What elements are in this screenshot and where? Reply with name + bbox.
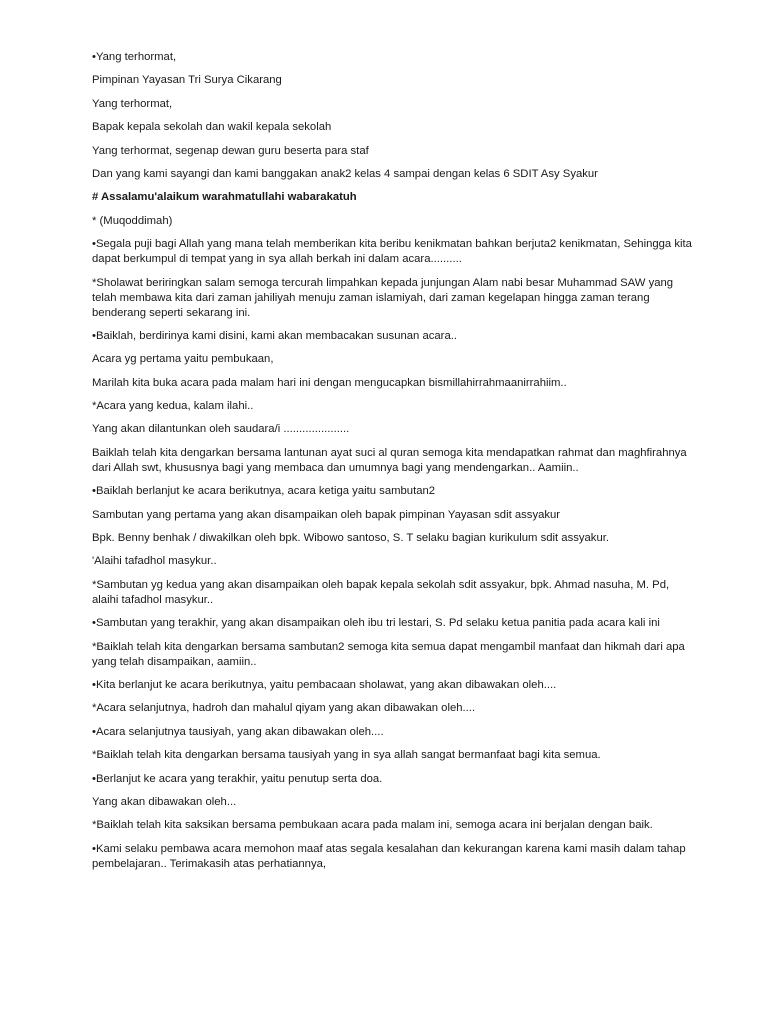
paragraph: *Acara selanjutnya, hadroh dan mahalul qiyam yang akan dibawakan oleh.... — [92, 702, 476, 715]
paragraph: *Baiklah telah kita saksikan bersama pembukaan acara pada malam ini, semoga acara ini berjalan dengan baik. — [92, 819, 653, 832]
paragraph: •Baiklah, berdirinya kami disini, kami akan membacakan susunan acara.. — [92, 329, 458, 342]
paragraph: Acara yg pertama yaitu pembukaan, — [92, 353, 274, 366]
paragraph: Sambutan yang pertama yang akan disampaikan oleh bapak pimpinan Yayasan sdit assyakur — [92, 508, 561, 521]
paragraph: •Segala puji bagi Allah yang mana telah memberikan kita beribu kenikmatan bahkan berjuta2 kenikmatan, Sehingga kita dapat berkumpul di tempat yang in sya allah berkah ini dalam acara.......... — [92, 238, 692, 266]
paragraph: •Kita berlanjut ke acara berikutnya, yaitu pembacaan sholawat, yang akan dibawakan oleh.... — [92, 678, 557, 691]
greeting-heading: # Assalamu'alaikum warahmatullahi wabarakatuh — [92, 191, 357, 204]
paragraph: Yang terhormat, segenap dewan guru beserta para staf — [92, 144, 369, 157]
paragraph: *Baiklah telah kita dengarkan bersama sambutan2 semoga kita semua dapat mengambil manfaat dan hikmah dari apa yang telah disampaikan, aamiin.. — [92, 640, 685, 668]
paragraph: *Baiklah telah kita dengarkan bersama tausiyah yang in sya allah sangat bermanfaat bagi kita semua. — [92, 749, 601, 762]
paragraph: Marilah kita buka acara pada malam hari ini dengan mengucapkan bismillahirrahmaanirrahiim.. — [92, 376, 567, 389]
paragraph: Bpk. Benny benhak / diwakilkan oleh bpk. Wibowo santoso, S. T selaku bagian kurikulum sdit assyakur. — [92, 532, 610, 545]
paragraph: Yang akan dilantunkan oleh saudara/i ..................... — [92, 423, 350, 436]
paragraph: Dan yang kami sayangi dan kami banggakan anak2 kelas 4 sampai dengan kelas 6 SDIT Asy Syakur — [92, 167, 598, 180]
paragraph: Bapak kepala sekolah dan wakil kepala sekolah — [92, 121, 332, 134]
paragraph: •Acara selanjutnya tausiyah, yang akan dibawakan oleh.... — [92, 725, 384, 738]
paragraph: Yang terhormat, — [92, 97, 173, 110]
paragraph: * (Muqoddimah) — [92, 214, 173, 227]
paragraph: •Baiklah berlanjut ke acara berikutnya, acara ketiga yaitu sambutan2 — [92, 485, 436, 498]
paragraph: *Acara yang kedua, kalam ilahi.. — [92, 400, 254, 413]
paragraph: •Yang terhormat, — [92, 51, 177, 63]
paragraph: Yang akan dibawakan oleh... — [92, 795, 237, 808]
paragraph: •Sambutan yang terakhir, yang akan disampaikan oleh ibu tri lestari, S. Pd selaku ketua panitia pada acara kali ini — [92, 617, 660, 630]
paragraph: *Sholawat beriringkan salam semoga tercurah limpahkan kepada junjungan Alam nabi besar Muhammad SAW yang telah membawa kita dari zaman jahiliyah menuju zaman islamiyah, dari zaman kegelapan hingga zaman terang benderang seperti sekarang ini. — [92, 276, 674, 319]
paragraph: •Berlanjut ke acara yang terakhir, yaitu penutup serta doa. — [92, 772, 383, 785]
paragraph: Baiklah telah kita dengarkan bersama lantunan ayat suci al quran semoga kita mendapatkan rahmat dan maghfirahnya dari Allah swt, khususnya bagi yang membaca dan umumnya bagi yang mendengarkan.. Aamiin.. — [92, 446, 687, 474]
paragraph: *Sambutan yg kedua yang akan disampaikan oleh bapak kepala sekolah sdit assyakur, bpk. Ahmad nasuha, M. Pd, alaihi tafadhol masykur.. — [92, 578, 670, 606]
paragraph: Pimpinan Yayasan Tri Surya Cikarang — [92, 74, 282, 87]
document-page — [92, 50, 692, 880]
paragraph: 'Alaihi tafadhol masykur.. — [92, 555, 217, 568]
paragraph: •Kami selaku pembawa acara memohon maaf atas segala kesalahan dan kekurangan karena kami masih dalam tahap pembelajaran.. Terimakasih atas perhatiannya, — [92, 842, 686, 870]
